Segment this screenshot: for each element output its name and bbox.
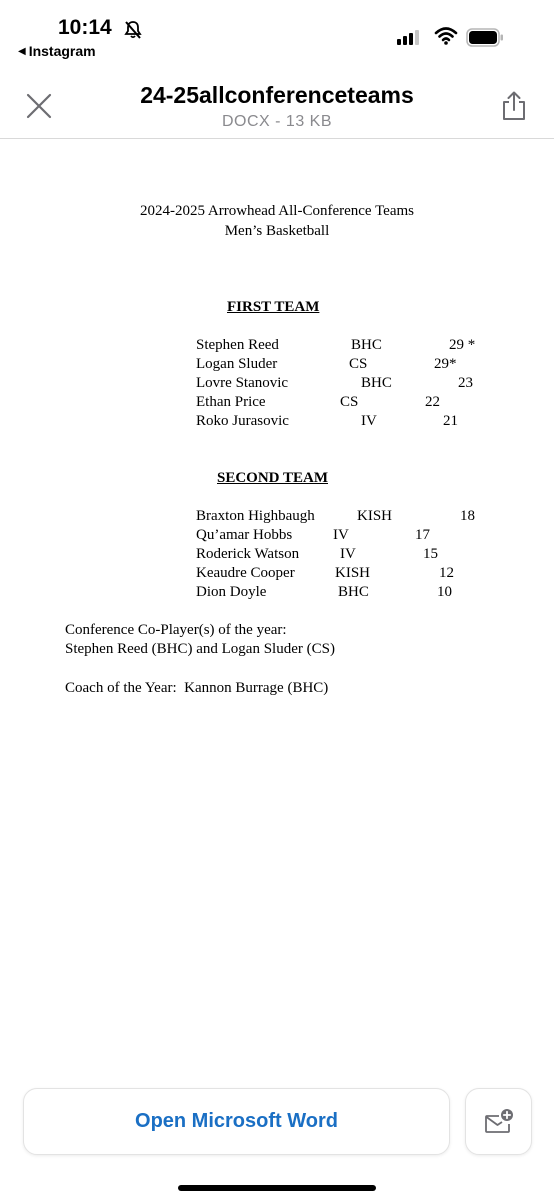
- player-name: Roderick Watson: [196, 546, 300, 562]
- player-points: 29*: [434, 356, 457, 372]
- player-school: CS: [340, 394, 359, 410]
- doc-title-line2: Men’s Basketball: [224, 223, 330, 239]
- back-arrow-icon: ◀: [18, 45, 26, 57]
- document-meta: DOCX - 13 KB: [221, 113, 333, 130]
- player-points: 23: [458, 375, 473, 391]
- player-of-year-value: Stephen Reed (BHC) and Logan Sluder (CS): [65, 641, 335, 657]
- player-name: Qu’amar Hobbs: [196, 527, 293, 543]
- player-name: Braxton Highbaugh: [196, 508, 315, 524]
- status-time: 10:14: [58, 16, 112, 39]
- coach-of-year: Coach of the Year: Kannon Burrage (BHC): [65, 680, 329, 696]
- player-name: Lovre Stanovic: [196, 375, 289, 391]
- player-school: IV: [340, 546, 356, 562]
- player-name: Logan Sluder: [196, 356, 278, 372]
- share-icon: [500, 90, 528, 122]
- second-team-heading: SECOND TEAM: [217, 470, 328, 486]
- player-school: CS: [349, 356, 368, 372]
- player-points: 15: [423, 546, 438, 562]
- player-school: BHC: [338, 584, 369, 600]
- home-indicator[interactable]: [178, 1185, 376, 1191]
- player-name: Ethan Price: [196, 394, 266, 410]
- first-team-heading: FIRST TEAM: [227, 299, 320, 315]
- wifi-icon: [434, 26, 458, 51]
- player-points: 10: [437, 584, 452, 600]
- player-points: 18: [460, 508, 475, 524]
- back-app-label: Instagram: [28, 43, 96, 59]
- player-points: 22: [425, 394, 440, 410]
- player-school: KISH: [335, 565, 371, 581]
- player-school: IV: [333, 527, 349, 543]
- player-name: Stephen Reed: [196, 337, 279, 353]
- doc-title-line1: 2024-2025 Arrowhead All-Conference Teams: [139, 203, 414, 219]
- player-points: 29 *: [449, 337, 476, 353]
- document-preview[interactable]: [0, 139, 554, 1069]
- player-school: IV: [361, 413, 377, 429]
- player-points: 12: [439, 565, 454, 581]
- player-of-year-label: Conference Co-Player(s) of the year:: [65, 622, 287, 638]
- player-school: BHC: [361, 375, 392, 391]
- player-points: 17: [415, 527, 430, 543]
- cellular-signal-icon: [397, 30, 419, 45]
- player-name: Dion Doyle: [196, 584, 267, 600]
- player-school: BHC: [351, 337, 382, 353]
- battery-icon: [466, 28, 504, 47]
- open-microsoft-word-button[interactable]: Open Microsoft Word: [23, 1088, 450, 1155]
- mail-add-icon: [484, 1108, 514, 1136]
- document-title: 24-25allconferenceteams: [140, 82, 414, 108]
- player-points: 21: [443, 413, 458, 429]
- player-school: KISH: [357, 508, 393, 524]
- player-name: Keaudre Cooper: [196, 565, 295, 581]
- bell-slash-icon: [124, 20, 142, 45]
- back-to-instagram-button[interactable]: [18, 43, 96, 59]
- player-name: Roko Jurasovic: [196, 413, 289, 429]
- share-button[interactable]: [500, 90, 528, 122]
- mail-add-button[interactable]: [465, 1088, 532, 1155]
